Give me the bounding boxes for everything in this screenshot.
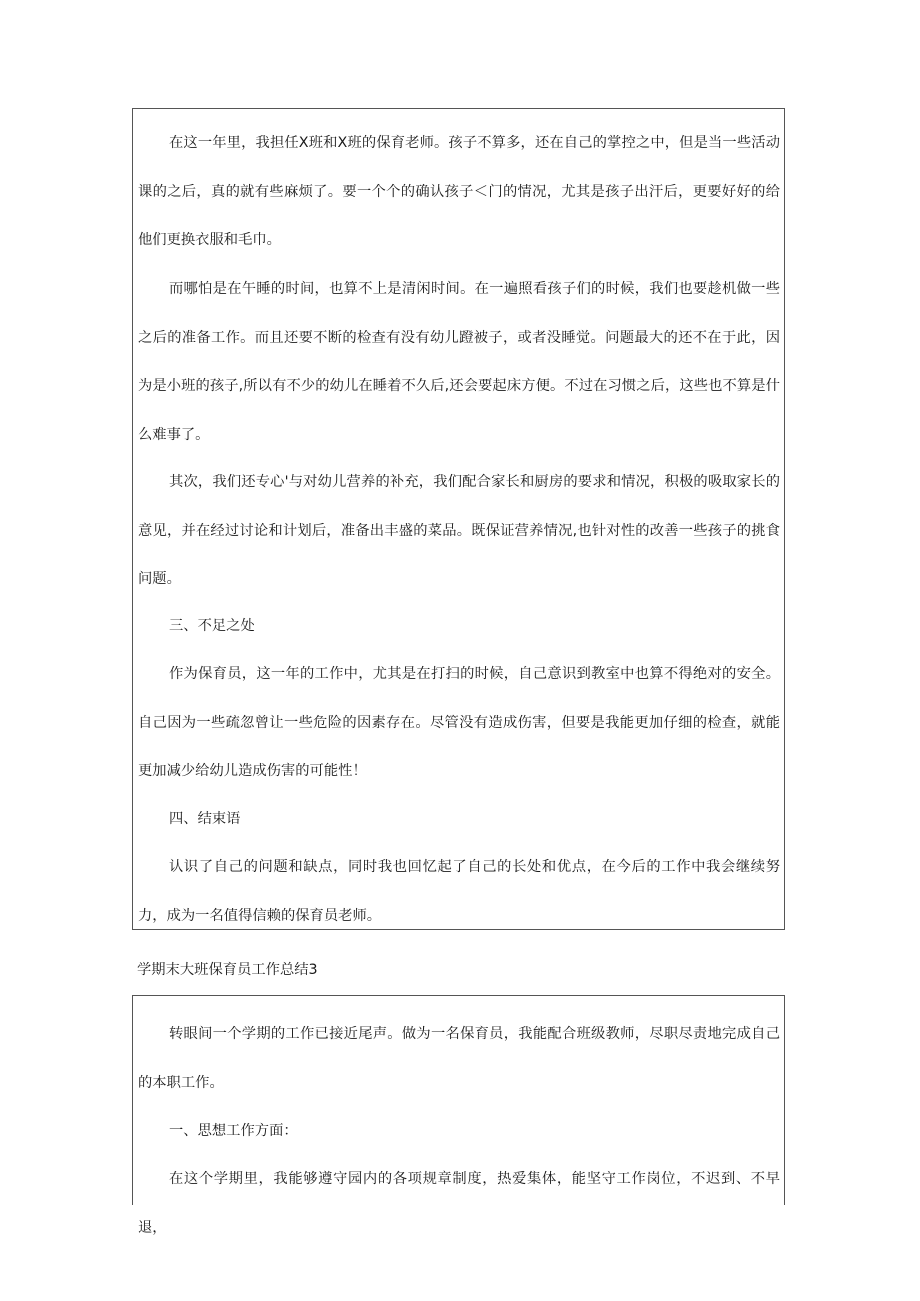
paragraph-class-duties: 在这一年里，我担任X班和X班的保育老师。孩子不算多，还在自己的掌控之中，但是当一些活动课的之后，真的就有些麻烦了。要一个个的确认孩子＜门的情况，尤其是孩子出汗后，更要好好的给他们更换衣服和毛巾。 [138, 135, 780, 248]
paragraph-closing: 认识了自己的问题和缺点，同时我也回忆起了自己的长处和优点，在今后的工作中我会继续努力，成为一名值得信赖的保育员老师。 [138, 859, 780, 924]
heading-conclusion: 四、结束语 [169, 811, 241, 827]
section-title: 学期末大班保育员工作总结3 [137, 962, 318, 978]
text-box-1 [132, 108, 785, 930]
paragraph-semester-intro: 转眼间一个学期的工作已接近尾声。做为一名保育员，我能配合班级教师，尽职尽责地完成自己的本职工作。 [138, 1026, 780, 1091]
paragraph-nutrition: 其次，我们还专心'与对幼儿营养的补充，我们配合家长和厨房的要求和情况，积极的吸取家长的意见，并在经过讨论和计划后，准备出丰盛的菜品。既保证营养情况,也针对性的改善一些孩子的挑食问题。 [138, 474, 780, 587]
text-box-2 [132, 995, 785, 1236]
paragraph-rules: 在这个学期里，我能够遵守园内的各项规章制度，热爱集体，能坚守工作岗位，不迟到、不早退， [138, 1171, 780, 1236]
heading-shortcomings: 三、不足之处 [169, 618, 255, 634]
paragraph-safety: 作为保育员，这一年的工作中，尤其是在打扫的时候，自己意识到教室中也算不得绝对的安全。自己因为一些疏忽曾让一些危险的因素存在。尽管没有造成伤害，但要是我能更加仔细的检查，就能更加减少给幼儿造成伤害的可能性！ [138, 666, 780, 779]
heading-ideological-work: 一、思想工作方面： [169, 1123, 298, 1139]
paragraph-nap-time: 而哪怕是在午睡的时间，也算不上是清闲时间。在一遍照看孩子们的时候，我们也要趁机做一些之后的准备工作。而且还要不断的检查有没有幼儿蹬被子，或者没睡觉。问题最大的还不在于此，因为是小班的孩子,所以有不少的幼儿在睡着不久后,还会要起床方便。不过在习惯之后，这些也不算是什么难事了。 [138, 281, 780, 443]
